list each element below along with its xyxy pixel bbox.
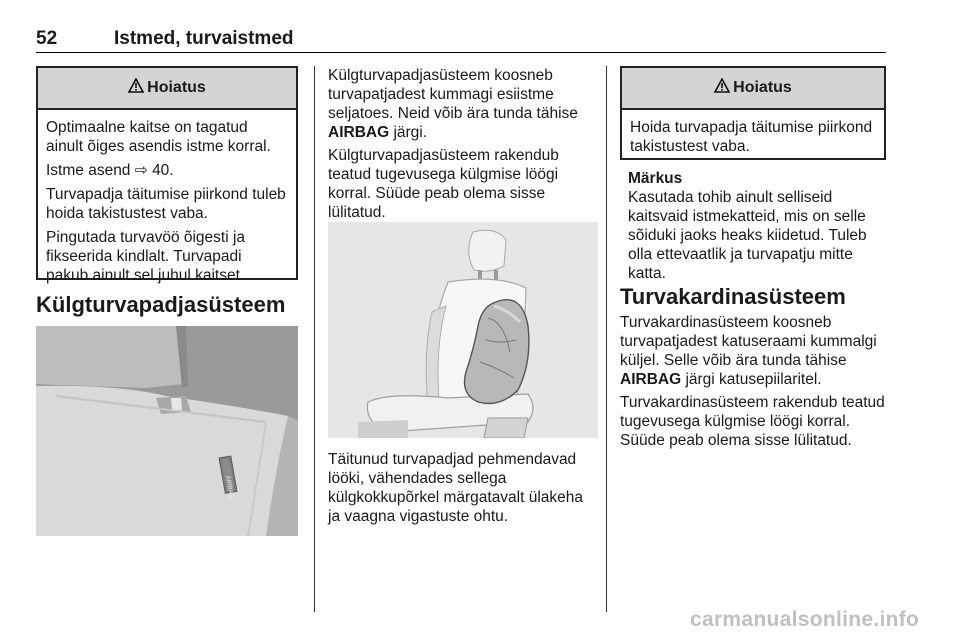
deployed-side-airbag-image bbox=[328, 222, 598, 438]
airbag-effect-text: Täitunud turvapadjad pehmendavad lööki, vähendades sellega külgkokkupõrkel märgatavalt ülakeha ja vaagna vigastuste ohtu. bbox=[328, 451, 584, 525]
warning-triangle-icon bbox=[714, 78, 730, 98]
column-divider-2 bbox=[606, 66, 607, 612]
warning-triangle-icon bbox=[128, 78, 144, 98]
curtain-airbag-trigger: Turvakardinasüsteem rakendub teatud tugevusega külgmise löögi korral. Süüde peab olema sisse lülitatud. bbox=[620, 394, 885, 449]
desc-part-a: Külgturvapadjasüsteem koosneb turvapatjadest kummagi esiistme seljatoes. Neid võib ära tunda tähise bbox=[328, 67, 578, 122]
warning-header bbox=[38, 68, 296, 110]
note-block bbox=[628, 169, 890, 283]
note-text: Kasutada tohib ainult selliseid kaitsvaid istmekatteid, mis on selle sõiduki jaoks heaks kiidetud. Tuleb olla ettevaatlik ja turvapatju mitte katta. bbox=[628, 189, 867, 282]
curtain-desc-part-b: järgi katusepiilaritel. bbox=[681, 371, 822, 388]
warning-box-1 bbox=[36, 66, 298, 284]
note-title: Märkus bbox=[628, 170, 683, 187]
warning-text-3: Turvapadja täitumise piirkond tuleb hoida takistustest vaba. bbox=[46, 186, 286, 222]
warning-text-4: Pingutada turvavöö õigesti ja fikseerida kindlalt. Turvapadi pakub ainult sel juhul kaitset. bbox=[46, 229, 246, 284]
column-divider-1 bbox=[314, 66, 315, 612]
section-heading-side-airbag: Külgturvapadjasüsteem bbox=[36, 292, 286, 317]
warning-body-2 bbox=[622, 110, 884, 167]
warning-body bbox=[38, 110, 296, 296]
page-ref-arrow-icon: ⇨ bbox=[134, 162, 148, 179]
seat-position-text: Istme asend bbox=[46, 162, 135, 179]
airbag-badge-label: AIRBAG bbox=[224, 475, 234, 499]
curtain-airbag-desc bbox=[620, 313, 890, 389]
col3-text bbox=[620, 313, 890, 454]
section-heading-curtain-airbag: Turvakardinasüsteem bbox=[620, 284, 846, 309]
side-airbag-desc bbox=[328, 66, 598, 142]
col2-text-bottom bbox=[328, 450, 598, 530]
warning-text-2 bbox=[46, 161, 288, 180]
seat-airbag-label-image bbox=[36, 326, 298, 536]
warning-header-2 bbox=[622, 68, 884, 110]
page-ref-link[interactable]: 40. bbox=[152, 162, 174, 179]
curtain-desc-part-a: Turvakardinasüsteem koosneb turvapatjadest katuseraami kummalgi küljel. Selle võib ära tunda tähise bbox=[620, 314, 877, 369]
section-title: Istmed, turvaistmed bbox=[114, 28, 294, 49]
col2-text-top bbox=[328, 66, 598, 226]
page-header bbox=[36, 26, 886, 53]
watermark: carmanualsonline.info bbox=[690, 608, 920, 631]
airbag-keyword: AIRBAG bbox=[328, 124, 390, 141]
warning-title-2: Hoiatus bbox=[733, 79, 792, 96]
warning-box-2 bbox=[620, 66, 886, 160]
warning-title: Hoiatus bbox=[147, 79, 206, 96]
desc-part-b: järgi. bbox=[389, 124, 428, 141]
warning-text-5: Hoida turvapadja täitumise piirkond takistustest vaba. bbox=[630, 119, 873, 155]
airbag-keyword-2: AIRBAG bbox=[620, 371, 682, 388]
warning-text-1: Optimaalne kaitse on tagatud ainult õiges asendis istme korral. bbox=[46, 119, 271, 155]
page-number: 52 bbox=[36, 28, 58, 49]
side-airbag-trigger: Külgturvapadjasüsteem rakendub teatud tugevusega külgmise löögi korral. Süüde peab olema sisse lülitatud. bbox=[328, 147, 559, 221]
